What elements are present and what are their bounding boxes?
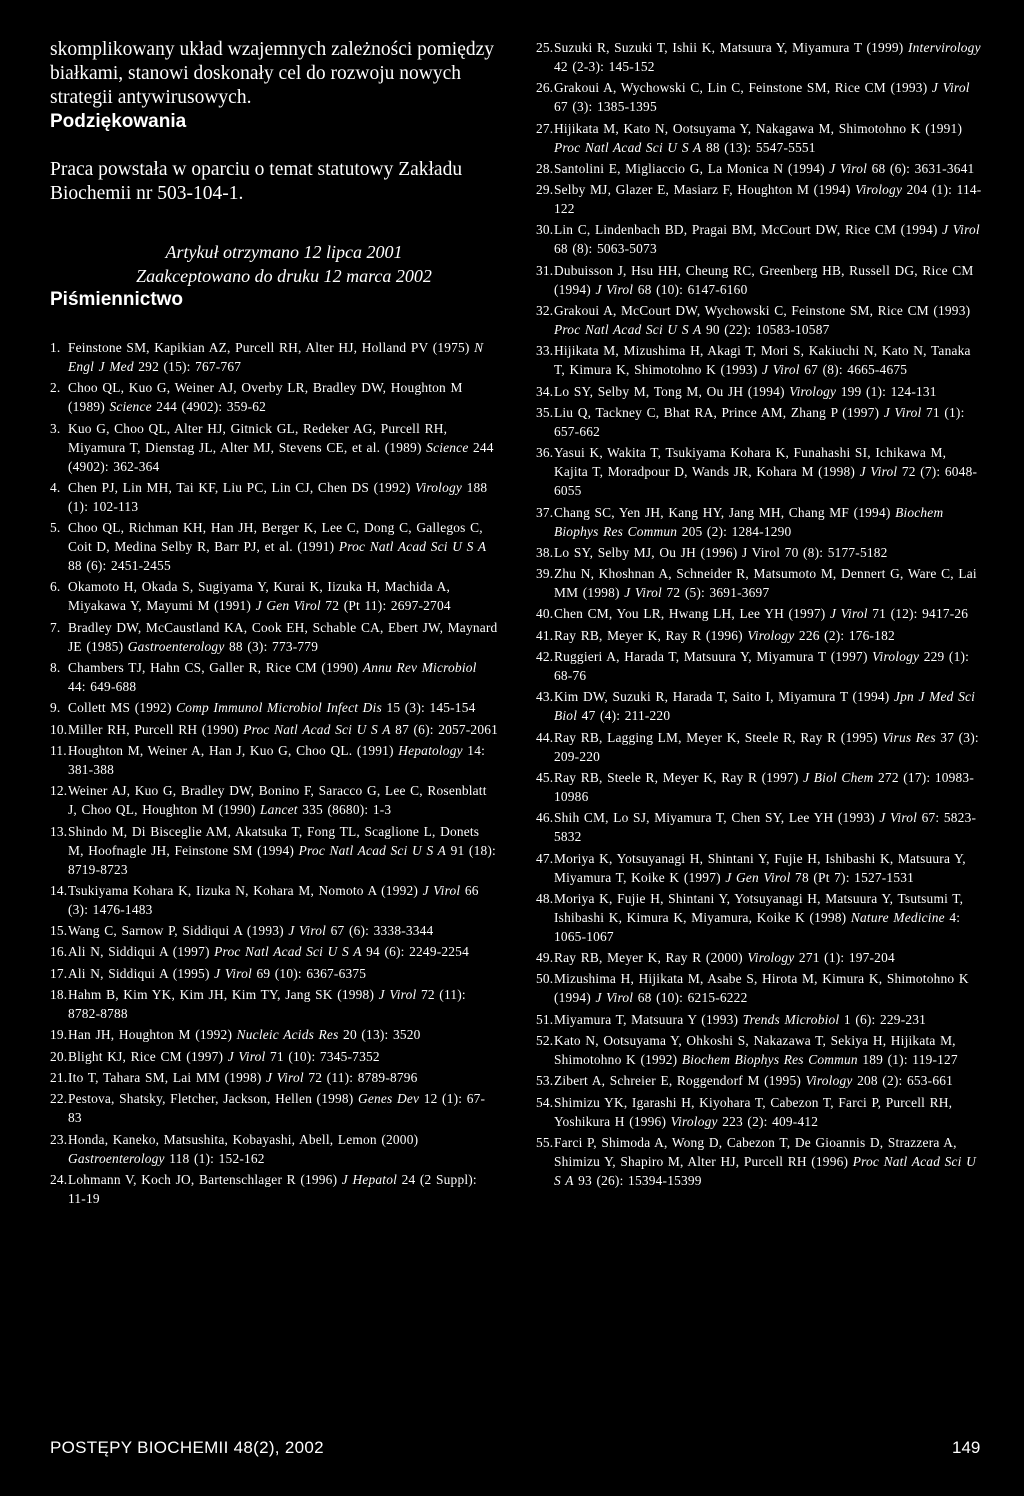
reference-number: 16. [50, 944, 68, 960]
reference-journal: Gastroenterology [68, 1150, 165, 1166]
reference-item [536, 889, 982, 946]
reference-citation: 68 (10): 6147-6160 [633, 281, 748, 297]
reference-number: 15. [50, 923, 68, 939]
reference-journal: Science [109, 399, 152, 415]
reference-authors: Miyamura T, Matsuura Y (1993) [554, 1011, 743, 1027]
reference-authors: Honda, Kaneko, Matsushita, Kobayashi, Abell, Lemon (2000) [68, 1131, 419, 1147]
reference-authors: Yasui K, Wakita T, Tsukiyama Kohara K, Funahashi SI, Ichikawa M, Kajita T, Moradpour D, Wands JR, Kohara M (1998) [554, 445, 947, 480]
reference-journal: Genes Dev [358, 1091, 420, 1107]
reference-journal: Proc Natl Acad Sci U S A [298, 842, 447, 858]
reference-authors: Han JH, Houghton M (1992) [68, 1027, 237, 1043]
reference-journal: Virology [789, 383, 837, 399]
reference-authors: Moriya K, Fujie H, Shintani Y, Yotsuyanagi H, Matsuura Y, Tsutsumi T, Ishibashi K, Kimura K, Miyamura, Koike K (1998) [554, 890, 964, 925]
reference-authors: Choo QL, Richman KH, Han JH, Berger K, Lee C, Dong C, Gallegos C, Coit D, Medina Selby R, Barr PJ, et al. (1991) [68, 520, 483, 555]
reference-item [536, 849, 982, 887]
reference-citation: 12 (1): 67-83 [68, 1091, 486, 1126]
reference-journal: J Virol [288, 923, 327, 939]
reference-item [536, 948, 982, 967]
reference-journal: J Hepatol [341, 1171, 398, 1187]
reference-number: 27. [536, 120, 554, 136]
reference-journal: Proc Natl Acad Sci U S A [214, 944, 362, 960]
reference-number: 44. [536, 729, 554, 745]
reference-citation: 20 (13): 3520 [338, 1027, 421, 1043]
reference-citation: 88 (13): 5547-5551 [701, 139, 816, 155]
reference-authors: Santolini E, Migliaccio G, La Monica N (1994) [554, 160, 830, 176]
intro-paragraph: skomplikowany układ wzajemnych zależności pomiędzy białkami, stanowi doskonały cel do rozwoju nowych strategii antywirusowych. [50, 39, 495, 108]
reference-number: 21. [50, 1069, 68, 1085]
reference-journal: Science [426, 439, 469, 455]
reference-number: 50. [536, 971, 554, 987]
reference-item [50, 942, 498, 961]
reference-citation: 94 (6): 2249-2254 [361, 944, 469, 960]
reference-number: 3. [50, 420, 61, 436]
reference-authors: Lo SY, Selby M, Tong M, Ou JH (1994) [554, 383, 790, 399]
reference-citation: 188 (1): 102-113 [68, 479, 488, 514]
reference-authors: Blight KJ, Rice CM (1997) [68, 1048, 228, 1064]
reference-number: 38. [536, 544, 554, 560]
reference-item [536, 1031, 982, 1069]
reference-item [536, 808, 982, 846]
reference-authors: Miller RH, Purcell RH (1990) [68, 721, 244, 737]
reference-journal: Virology [872, 649, 920, 665]
reference-citation: 37 (3): 209-220 [554, 729, 979, 764]
reference-item [536, 647, 982, 685]
reference-citation: 42 (2-3): 145-152 [554, 59, 655, 74]
reference-journal: J Virol [595, 281, 634, 297]
reference-number: 36. [536, 445, 554, 461]
reference-citation: 335 (8680): 1-3 [297, 802, 392, 818]
reference-authors: Chen PJ, Lin MH, Tai KF, Liu PC, Lin CJ, Chen DS (1992) [68, 479, 416, 495]
reference-item [536, 443, 982, 500]
reference-journal: Gastroenterology [127, 638, 225, 654]
reference-authors: Ali N, Siddiqui A (1995) [68, 965, 215, 981]
reference-journal: Hepatology [398, 742, 463, 758]
reference-item [50, 577, 498, 615]
reference-item [50, 1170, 498, 1208]
reference-authors: Ray RB, Meyer K, Ray R (2000) [554, 950, 748, 966]
reference-number: 19. [50, 1027, 68, 1043]
references-heading: Piśmiennictwo [50, 289, 184, 310]
reference-item [536, 159, 982, 178]
reference-authors: Shindo M, Di Bisceglie AM, Akatsuka T, Fong TL, Scaglione L, Donets M, Hoofnagle JH, Feinstone SM (1994) [68, 823, 480, 858]
reference-authors: Houghton M, Weiner A, Han J, Kuo G, Choo QL. (1991) [68, 742, 399, 758]
reference-authors: Kuo G, Choo QL, Alter HJ, Gitnick GL, Redeker AG, Purcell RH, Miyamura T, Dienstag JL, Alter MJ, Stevens CE, et al. (1989) [68, 420, 448, 455]
reference-item [536, 564, 982, 602]
reference-item [536, 768, 982, 806]
reference-number: 53. [536, 1073, 554, 1089]
reference-number: 12. [50, 783, 68, 799]
reference-journal: Virology [805, 1073, 853, 1089]
reference-journal: Virology [670, 1113, 718, 1129]
reference-item [536, 687, 982, 725]
reference-number: 14. [50, 882, 68, 898]
accepted-date: Zaakceptowano do druku 12 marca 2002 [136, 266, 432, 286]
reference-number: 25. [536, 40, 554, 55]
reference-authors: Ali N, Siddiqui A (1997) [68, 944, 215, 960]
reference-number: 55. [536, 1134, 554, 1150]
reference-citation: 67: 5823-5832 [554, 810, 977, 845]
reference-citation: 87 (6): 2057-2061 [390, 721, 499, 737]
reference-journal: J Virol [879, 810, 918, 826]
reference-item [50, 1068, 498, 1087]
reference-citation: 24 (2 Suppl): 11-19 [68, 1171, 477, 1206]
reference-number: 29. [536, 182, 554, 198]
reference-journal: Virology [747, 950, 795, 966]
reference-item [50, 781, 498, 819]
reference-item [50, 720, 498, 739]
reference-journal: J Virol [595, 990, 634, 1006]
reference-number: 43. [536, 689, 554, 705]
left-column [50, 38, 498, 1210]
reference-authors: Shih CM, Lo SJ, Miyamura T, Chen SY, Lee YH (1993) [554, 810, 880, 826]
reference-citation: 88 (3): 773-779 [224, 638, 319, 654]
reference-journal: J Virol [859, 464, 898, 480]
reference-citation: 71 (1): 657-662 [554, 404, 965, 439]
reference-item [536, 78, 982, 116]
reference-journal: Trends Microbiol [742, 1011, 840, 1027]
reference-journal: Proc Natl Acad Sci U S A [554, 139, 702, 155]
reference-number: 22. [50, 1091, 68, 1107]
reference-citation: 244 (4902): 359-62 [151, 399, 267, 415]
reference-citation: 208 (2): 653-661 [852, 1073, 954, 1089]
reference-journal: Biochem Biophys Res Commun [681, 1052, 858, 1068]
reference-number: 17. [50, 965, 68, 981]
reference-citation: 272 (17): 10983-10986 [554, 769, 974, 804]
reference-number: 31. [536, 262, 554, 278]
reference-journal: Nucleic Acids Res [236, 1027, 339, 1043]
reference-item [536, 626, 982, 645]
reference-citation: 66 (3): 1476-1483 [68, 882, 479, 917]
reference-journal: Annu Rev Microbiol [362, 660, 477, 676]
reference-authors: Ruggieri A, Harada T, Matsuura Y, Miyamura T (1997) [554, 649, 873, 665]
right-column [536, 38, 982, 1192]
reference-journal: J Gen Virol [255, 598, 321, 614]
reference-citation: 88 (6): 2451-2455 [68, 558, 171, 574]
reference-authors: Lo SY, Selby MJ, Ou JH (1996) J Virol 70 (8): 5177-5182 [554, 544, 888, 560]
reference-number: 37. [536, 504, 554, 520]
reference-journal: Proc Natl Acad Sci U S A [554, 322, 702, 338]
reference-citation: 271 (1): 197-204 [794, 950, 895, 966]
reference-authors: Shimizu YK, Igarashi H, Kiyohara T, Cabezon T, Farci P, Purcell RH, Yoshikura H (1996) [554, 1094, 953, 1129]
reference-number: 51. [536, 1011, 554, 1027]
reference-journal: J Virol [378, 987, 417, 1003]
reference-number: 30. [536, 222, 554, 238]
reference-item [536, 543, 982, 562]
reference-number: 48. [536, 890, 554, 906]
reference-authors: Chambers TJ, Hahn CS, Galler R, Rice CM (1990) [68, 660, 363, 676]
reference-number: 23. [50, 1131, 68, 1147]
reference-citation: 68 (8): 5063-5073 [554, 241, 657, 257]
reference-citation: 14: 381-388 [68, 742, 486, 777]
reference-number: 13. [50, 823, 68, 839]
reference-authors: Weiner AJ, Kuo G, Bradley DW, Bonino F, Saracco G, Lee C, Rosenblatt J, Choo QL, Houghton M (1990) [68, 783, 487, 818]
reference-citation: 292 (15): 767-767 [133, 359, 242, 374]
reference-journal: Comp Immunol Microbiol Infect Dis [176, 700, 382, 716]
reference-authors: Hijikata M, Kato N, Ootsuyama Y, Nakagawa M, Shimotohno K (1991) [554, 120, 963, 136]
reference-journal: J Virol [829, 160, 868, 176]
reference-authors: Chen CM, You LR, Hwang LH, Lee YH (1997) [554, 606, 830, 622]
reference-item [50, 1025, 498, 1044]
reference-journal: J Virol [762, 362, 800, 378]
reference-number: 20. [50, 1048, 68, 1064]
reference-item [50, 985, 498, 1023]
reference-citation: 199 (1): 124-131 [836, 383, 937, 399]
reference-citation: 226 (2): 176-182 [794, 627, 895, 643]
reference-authors: Mizushima H, Hijikata M, Asabe S, Hirota M, Kimura K, Shimotohno K (1994) [554, 971, 969, 1006]
reference-citation: 67 (8): 4665-4675 [799, 362, 908, 378]
reference-citation: 67 (3): 1385-1395 [554, 99, 657, 115]
reference-number: 8. [50, 660, 61, 676]
reference-journal: Virology [415, 479, 463, 495]
reference-citation: 71 (10): 7345-7352 [265, 1048, 380, 1064]
reference-citation: 205 (2): 1284-1290 [677, 523, 792, 539]
reference-citation: 91 (18): 8719-8723 [68, 842, 496, 877]
reference-number: 52. [536, 1033, 554, 1049]
reference-number: 41. [536, 627, 554, 643]
reference-citation: 78 (Pt 7): 1527-1531 [790, 869, 915, 885]
reference-citation: 72 (11): 8782-8788 [68, 987, 466, 1022]
reference-item [50, 1089, 498, 1127]
reference-authors: Farci P, Shimoda A, Wong D, Cabezon T, De Gioannis D, Strazzera A, Shimizu Y, Shapiro M, Alter HJ, Purcell RH (1996) [554, 1134, 957, 1169]
reference-item [50, 964, 498, 983]
reference-number: 9. [50, 700, 61, 716]
received-date: Artykuł otrzymano 12 lipca 2001 [165, 242, 403, 262]
reference-number: 18. [50, 987, 68, 1003]
reference-journal: Intervirology [907, 40, 981, 55]
reference-number: 24. [50, 1171, 68, 1187]
reference-authors: Dubuisson J, Hsu HH, Cheung RC, Greenberg HB, Russell DG, Rice CM (1994) [554, 262, 974, 297]
acknowledgements-text: Praca powstała w oparciu o temat statutowy Zakładu Biochemii nr 503-104-1. [50, 159, 463, 204]
reference-authors: Moriya K, Yotsuyanagi H, Shintani Y, Fujie H, Ishibashi K, Matsuura Y, Miyamura T, Koike K (1997) [554, 850, 966, 885]
reference-number: 26. [536, 80, 554, 96]
reference-authors: Ray RB, Meyer K, Ray R (1996) [554, 627, 748, 643]
reference-item [50, 618, 498, 656]
reference-citation: 47 (4): 211-220 [577, 708, 671, 724]
reference-number: 5. [50, 520, 61, 536]
reference-authors: Selby MJ, Glazer E, Masiarz F, Houghton M (1994) [554, 182, 856, 198]
reference-authors: Pestova, Shatsky, Fletcher, Jackson, Hellen (1998) [68, 1091, 358, 1107]
reference-journal: J Virol [422, 882, 461, 898]
reference-citation: 72 (5): 3691-3697 [661, 585, 770, 601]
references-list-right [536, 38, 982, 1190]
reference-number: 10. [50, 721, 68, 737]
reference-journal: Biochem Biophys Res Commun [554, 504, 944, 539]
reference-authors: Chang SC, Yen JH, Kang HY, Jang MH, Chang MF (1994) [554, 504, 896, 520]
reference-authors: Hijikata M, Mizushima H, Akagi T, Mori S, Kakiuchi N, Kato N, Tanaka T, Kimura K, Shimotohno K (1993) [554, 343, 971, 378]
reference-journal: J Biol Chem [803, 769, 874, 785]
reference-item [536, 1010, 982, 1029]
reference-authors: Tsukiyama Kohara K, Iizuka N, Kohara M, Nomoto A (1992) [68, 882, 423, 898]
reference-item [536, 969, 982, 1007]
reference-citation: 68 (6): 3631-3641 [867, 160, 975, 176]
reference-journal: J Virol [829, 606, 868, 622]
reference-number: 11. [50, 742, 67, 758]
reference-citation: 223 (2): 409-412 [717, 1113, 819, 1129]
reference-item [536, 119, 982, 157]
reference-citation: 72 (7): 6048-6055 [554, 464, 978, 499]
reference-item [50, 1047, 498, 1066]
reference-journal: Lancet [260, 802, 298, 818]
reference-number: 2. [50, 380, 61, 396]
reference-item [50, 1130, 498, 1168]
reference-item [50, 658, 498, 696]
reference-number: 39. [536, 566, 554, 582]
reference-journal: Proc Natl Acad Sci U S A [243, 721, 391, 737]
reference-item [536, 220, 982, 258]
reference-authors: Okamoto H, Okada S, Sugiyama Y, Kurai K, Iizuka H, Machida A, Miyakawa Y, Mayumi M (1991) [68, 579, 451, 614]
reference-number: 46. [536, 810, 554, 826]
reference-authors: Zibert A, Schreier E, Roggendorf M (1995) [554, 1073, 806, 1089]
reference-item [50, 378, 498, 416]
reference-item [50, 478, 498, 516]
reference-authors: Ito T, Tahara SM, Lai MM (1998) [68, 1069, 267, 1085]
reference-item [536, 503, 982, 541]
reference-journal: J Virol [883, 404, 922, 420]
reference-item [50, 881, 498, 919]
reference-authors: Grakoui A, Wychowski C, Lin C, Feinstone SM, Rice CM (1993) [554, 80, 932, 96]
reference-item [536, 341, 982, 379]
page-number: 149 [952, 1438, 981, 1457]
reference-citation: 72 (Pt 11): 2697-2704 [320, 598, 451, 614]
reference-citation: 244 (4902): 362-364 [68, 439, 494, 474]
reference-item [536, 403, 982, 441]
reference-authors: Collett MS (1992) [68, 700, 177, 716]
footer-journal: POSTĘPY BIOCHEMII 48(2), 2002 [50, 1438, 324, 1457]
reference-journal: Proc Natl Acad Sci U S A [338, 539, 487, 555]
reference-journal: N Engl J Med [68, 340, 484, 374]
reference-item [50, 921, 498, 940]
reference-item [50, 419, 498, 476]
reference-authors: Liu Q, Tackney C, Bhat RA, Prince AM, Zhang P (1997) [554, 404, 884, 420]
reference-citation: 72 (11): 8789-8796 [303, 1069, 418, 1085]
reference-citation: 4: 1065-1067 [554, 909, 961, 944]
reference-citation: 118 (1): 152-162 [164, 1150, 265, 1166]
reference-authors: Kim DW, Suzuki R, Harada T, Saito I, Miyamura T (1994) [554, 689, 894, 705]
reference-journal: Nature Medicine [850, 909, 945, 925]
reference-authors: Ray RB, Lagging LM, Meyer K, Steele R, Ray R (1995) [554, 729, 883, 745]
reference-item [536, 301, 982, 339]
reference-citation: 189 (1): 119-127 [857, 1052, 958, 1068]
reference-item [50, 822, 498, 879]
reference-number: 42. [536, 649, 554, 665]
reference-citation: 15 (3): 145-154 [381, 700, 476, 716]
reference-item [50, 518, 498, 575]
reference-number: 35. [536, 404, 554, 420]
reference-item [50, 698, 498, 717]
reference-journal: J Virol [931, 80, 970, 96]
reference-number: 7. [50, 619, 61, 635]
reference-authors: Grakoui A, McCourt DW, Wychowski C, Feinstone SM, Rice CM (1993) [554, 303, 971, 319]
reference-item [536, 382, 982, 401]
reference-item [536, 728, 982, 766]
references-list-left [50, 338, 498, 1208]
reference-authors: Bradley DW, McCaustland KA, Cook EH, Schable CA, Ebert JW, Maynard JE (1985) [68, 619, 498, 654]
reference-item [50, 338, 498, 376]
reference-citation: 90 (22): 10583-10587 [701, 322, 830, 338]
reference-number: 33. [536, 343, 554, 359]
reference-number: 54. [536, 1094, 554, 1110]
reference-authors: Lohmann V, Koch JO, Bartenschlager R (1996) [68, 1171, 342, 1187]
reference-item [536, 604, 982, 623]
reference-journal: J Virol [942, 222, 980, 238]
reference-number: 4. [50, 479, 61, 495]
reference-number: 40. [536, 606, 554, 622]
reference-item [50, 741, 498, 779]
reference-item [536, 180, 982, 218]
reference-journal: Virus Res [882, 729, 936, 745]
reference-item [536, 1133, 982, 1190]
reference-number: 32. [536, 303, 554, 319]
reference-citation: 71 (12): 9417-26 [867, 606, 969, 622]
reference-journal: Virology [747, 627, 795, 643]
reference-journal: J Virol [266, 1069, 304, 1085]
reference-citation: 1 (6): 229-231 [839, 1011, 927, 1027]
acknowledgements-heading: Podziękowania [50, 111, 187, 132]
reference-authors: Lin C, Lindenbach BD, Pragai BM, McCourt DW, Rice CM (1994) [554, 222, 943, 238]
reference-authors: Hahm B, Kim YK, Kim JH, Kim TY, Jang SK (1998) [68, 987, 379, 1003]
reference-item [536, 1093, 982, 1131]
reference-citation: 93 (26): 15394-15399 [573, 1172, 702, 1188]
reference-journal: J Virol [624, 585, 662, 601]
reference-authors: Ray RB, Steele R, Meyer K, Ray R (1997) [554, 769, 804, 785]
reference-authors: Zhu N, Khoshnan A, Schneider R, Matsumoto M, Dennert G, Ware C, Lai MM (1998) [554, 566, 977, 601]
reference-journal: J Virol [227, 1048, 266, 1064]
reference-item [536, 1071, 982, 1090]
reference-citation: 67 (6): 3338-3344 [326, 923, 434, 939]
reference-journal: Proc Natl Acad Sci U S A [554, 1153, 977, 1188]
reference-number: 6. [50, 579, 61, 595]
reference-journal: Jpn J Med Sci Biol [554, 689, 976, 724]
reference-citation: 69 (10): 6367-6375 [251, 965, 367, 981]
reference-number: 49. [536, 950, 554, 966]
reference-item [536, 38, 982, 76]
reference-authors: Wang C, Sarnow P, Siddiqui A (1993) [68, 923, 289, 939]
reference-number: 34. [536, 383, 554, 399]
reference-authors: Feinstone SM, Kapikian AZ, Purcell RH, Alter HJ, Holland PV (1975) [68, 340, 475, 355]
reference-number: 45. [536, 769, 554, 785]
reference-number: 28. [536, 160, 554, 176]
reference-authors: Kato N, Ootsuyama Y, Ohkoshi S, Nakazawa T, Sekiya H, Hijikata M, Shimotohno K (1992) [554, 1033, 956, 1068]
reference-number: 1. [50, 340, 61, 355]
reference-citation: 204 (1): 114-122 [554, 182, 982, 217]
reference-citation: 68 (10): 6215-6222 [633, 990, 748, 1006]
reference-number: 47. [536, 850, 554, 866]
reference-citation: 229 (1): 68-76 [554, 649, 970, 684]
reference-citation: 44: 649-688 [68, 679, 137, 695]
reference-item [536, 261, 982, 299]
reference-journal: Virology [855, 182, 903, 198]
reference-authors: Choo QL, Kuo G, Weiner AJ, Overby LR, Bradley DW, Houghton M (1989) [68, 380, 463, 415]
reference-authors: Suzuki R, Suzuki T, Ishii K, Matsuura Y, Miyamura T (1999) [554, 40, 908, 55]
reference-journal: J Virol [214, 965, 252, 981]
reference-journal: J Gen Virol [725, 869, 791, 885]
